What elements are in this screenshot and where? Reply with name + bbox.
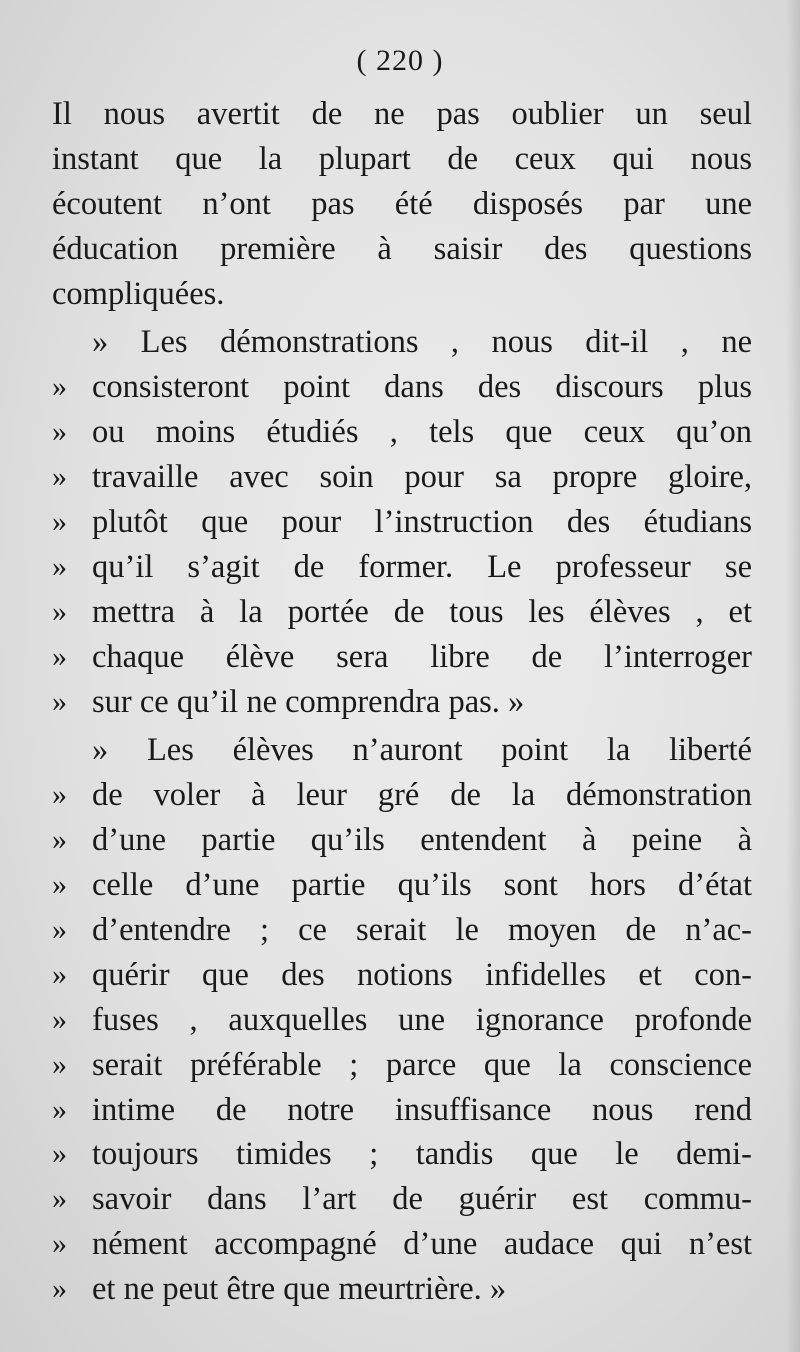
line-text: qu’il s’agit de former. Le professeur se: [92, 548, 752, 585]
text-line: [52, 320, 752, 365]
text-line: [52, 1132, 752, 1177]
page-number: ( 220 ): [356, 44, 444, 77]
line-text: et ne peut être que meurtrière. »: [92, 1271, 507, 1308]
text-line: [52, 545, 752, 590]
text-line: [52, 1088, 752, 1133]
line-text: plutôt que pour l’instruction des étudians: [92, 504, 752, 541]
line-text: travaille avec soin pour sa propre gloire,: [92, 459, 752, 496]
text-line: [52, 1267, 752, 1312]
text-line: [52, 908, 752, 953]
text-line: [52, 998, 752, 1043]
quote-mark: »: [52, 823, 67, 857]
quote-mark: »: [52, 957, 67, 991]
quote-mark: »: [52, 1002, 67, 1036]
quote-mark: »: [52, 415, 67, 449]
quote-mark: »: [52, 868, 67, 902]
line-text: » Les élèves n’auront point la liberté: [92, 732, 752, 769]
text-line: [52, 365, 752, 410]
line-text: intime de notre insuffisance nous rend: [92, 1091, 752, 1128]
quote-mark: »: [52, 505, 67, 539]
quote-mark: »: [52, 594, 67, 628]
quote-mark: »: [52, 1137, 67, 1171]
text-line: [52, 590, 752, 635]
quote-mark: »: [52, 1272, 67, 1306]
line-text: savoir dans l’art de guérir est commu-: [92, 1181, 752, 1218]
quote-mark: »: [52, 1182, 67, 1216]
paragraph: [52, 92, 752, 316]
quote-mark: »: [52, 460, 67, 494]
text-line: [52, 818, 752, 863]
text-line: [52, 1177, 752, 1222]
paragraph: [52, 728, 752, 1312]
text-line: [52, 1222, 752, 1267]
text-line: [52, 953, 752, 998]
quote-mark: »: [52, 778, 67, 812]
line-text: nément accompagné d’une audace qui n’est: [92, 1226, 752, 1263]
text-line: [52, 500, 752, 545]
line-text: d’une partie qu’ils entendent à peine à: [92, 822, 752, 859]
line-text: compliquées.: [52, 275, 225, 312]
text-line: [52, 635, 752, 680]
quote-mark: »: [52, 1227, 67, 1261]
line-text: serait préférable ; parce que la conscience: [92, 1046, 752, 1083]
text-line: [52, 1043, 752, 1088]
line-text: d’entendre ; ce serait le moyen de n’ac-: [92, 912, 752, 949]
line-text: écoutent n’ont pas été disposés par une: [52, 185, 752, 222]
quote-mark: »: [52, 1092, 67, 1126]
quote-mark: »: [52, 370, 67, 404]
text-line: [52, 272, 752, 317]
quote-mark: »: [52, 1047, 67, 1081]
text-line: [52, 455, 752, 500]
text-line: [52, 410, 752, 455]
line-text: de voler à leur gré de la démonstration: [92, 777, 752, 814]
line-text: » Les démonstrations , nous dit-il , ne: [92, 324, 752, 361]
line-text: toujours timides ; tandis que le demi-: [92, 1136, 752, 1173]
line-text: éducation première à saisir des questions: [52, 230, 752, 267]
text-line: [52, 92, 752, 137]
line-text: fuses , auxquelles une ignorance profonde: [92, 1001, 752, 1038]
line-text: instant que la plupart de ceux qui nous: [52, 140, 752, 177]
line-text: sur ce qu’il ne comprendra pas. »: [92, 683, 525, 720]
text-line: [52, 182, 752, 227]
line-text: quérir que des notions infidelles et con-: [92, 956, 752, 993]
body-text: [52, 92, 752, 1312]
page-edge-shadow: [786, 0, 800, 1352]
text-line: [52, 227, 752, 272]
line-text: Il nous avertit de ne pas oublier un seul: [52, 96, 752, 132]
quote-mark: »: [52, 684, 67, 718]
line-text: celle d’une partie qu’ils sont hors d’état: [92, 867, 752, 904]
line-text: ou moins étudiés , tels que ceux qu’on: [92, 414, 752, 451]
text-line: [52, 773, 752, 818]
text-line: [52, 863, 752, 908]
line-text: mettra à la portée de tous les élèves , et: [92, 593, 752, 630]
paragraph: [52, 320, 752, 724]
line-text: chaque élève sera libre de l’interroger: [92, 638, 752, 675]
text-line: [52, 680, 752, 725]
quote-mark: »: [52, 913, 67, 947]
quote-mark: »: [52, 549, 67, 583]
line-text: consisteront point dans des discours plus: [92, 369, 752, 406]
text-line: [52, 728, 752, 773]
text-line: [52, 137, 752, 182]
quote-mark: »: [52, 639, 67, 673]
